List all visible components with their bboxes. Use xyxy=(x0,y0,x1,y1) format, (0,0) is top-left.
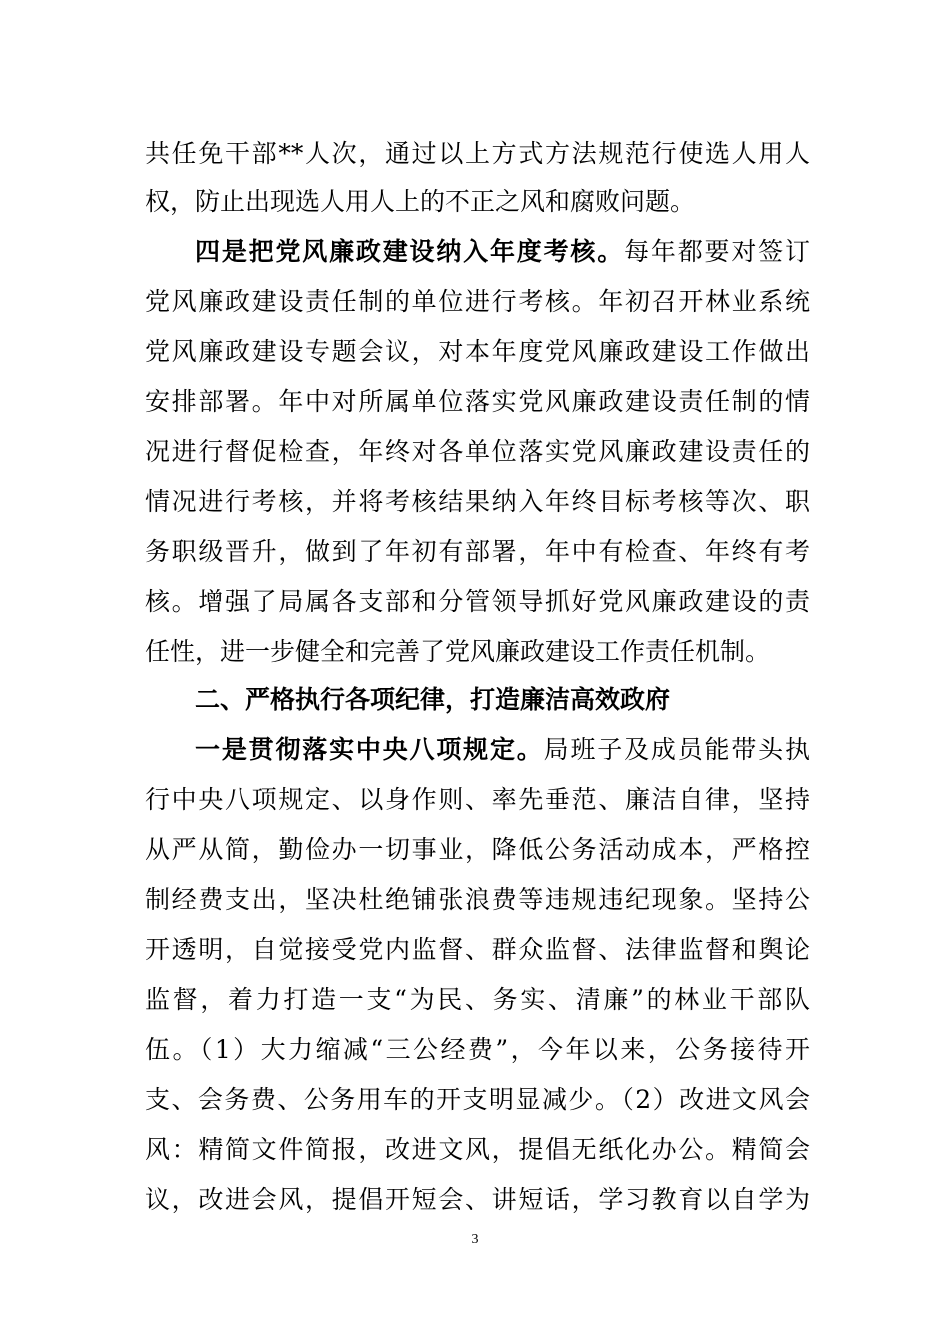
body-line xyxy=(145,1080,810,1120)
body-line xyxy=(145,332,810,372)
line-text: 任性，进一步健全和完善了党风廉政建设工作责任机制。 xyxy=(145,637,771,666)
line-text: 支、会务费、公务用车的开支明显减少。（2）改进文风会 xyxy=(145,1085,810,1114)
body-line xyxy=(145,432,810,472)
body-line xyxy=(145,880,810,920)
body-line xyxy=(145,382,810,422)
body-line xyxy=(145,134,810,174)
body-line xyxy=(145,830,810,870)
body-line xyxy=(145,482,810,522)
body-line xyxy=(145,582,810,622)
body-line xyxy=(145,1130,810,1170)
line-text: 共任免干部**人次，通过以上方式方法规范行使选人用人 xyxy=(145,139,810,168)
line-text: 况进行督促检查，年终对各单位落实党风廉政建设责任的 xyxy=(145,437,810,466)
paragraph-first-line xyxy=(195,730,810,770)
line-text: 议，改进会风，提倡开短会、讲短话，学习教育以自学为 xyxy=(145,1185,810,1214)
body-line xyxy=(145,632,810,672)
body-line xyxy=(145,1030,810,1070)
page-number: 3 xyxy=(471,1232,479,1247)
paragraph-first-line xyxy=(195,232,810,272)
line-text: 局班子及成员能带头执 xyxy=(543,735,810,764)
line-text: 伍。（1）大力缩减“三公经费”，今年以来，公务接待开 xyxy=(145,1035,810,1064)
line-text: 每年都要对签订 xyxy=(624,237,810,266)
line-text: 开透明，自觉接受党内监督、群众监督、法律监督和舆论 xyxy=(145,935,810,964)
line-text: 制经费支出，坚决杜绝铺张浪费等违规违纪现象。坚持公 xyxy=(145,885,810,914)
line-text: 风：精简文件简报，改进文风，提倡无纸化办公。精简会 xyxy=(145,1135,810,1164)
body-line xyxy=(145,980,810,1020)
line-text: 情况进行考核，并将考核结果纳入年终目标考核等次、职 xyxy=(145,487,810,516)
body-line xyxy=(145,1180,810,1220)
body-line xyxy=(145,282,810,322)
line-text: 监督，着力打造一支“为民、务实、清廉”的林业干部队 xyxy=(145,985,810,1014)
line-text: 核。增强了局属各支部和分管领导抓好党风廉政建设的责 xyxy=(145,587,810,616)
line-text: 安排部署。年中对所属单位落实党风廉政建设责任制的情 xyxy=(145,387,810,416)
paragraph-heading: 一是贯彻落实中央八项规定。 xyxy=(195,735,544,764)
line-text: 权，防止出现选人用人上的不正之风和腐败问题。 xyxy=(145,187,696,216)
body-line xyxy=(145,182,810,222)
body-line xyxy=(145,532,810,572)
line-text: 党风廉政建设责任制的单位进行考核。年初召开林业系统 xyxy=(145,287,810,316)
line-text: 从严从简，勤俭办一切事业，降低公务活动成本，严格控 xyxy=(145,835,810,864)
section-heading-text: 二、严格执行各项纪律，打造廉洁高效政府 xyxy=(195,685,671,714)
body-line xyxy=(145,780,810,820)
section-heading xyxy=(195,680,810,720)
body-line xyxy=(145,930,810,970)
paragraph-heading: 四是把党风廉政建设纳入年度考核。 xyxy=(195,237,625,266)
line-text: 行中央八项规定、以身作则、率先垂范、廉洁自律，坚持 xyxy=(145,785,810,814)
line-text: 务职级晋升，做到了年初有部署，年中有检查、年终有考 xyxy=(145,537,810,566)
line-text: 党风廉政建设专题会议，对本年度党风廉政建设工作做出 xyxy=(145,337,810,366)
